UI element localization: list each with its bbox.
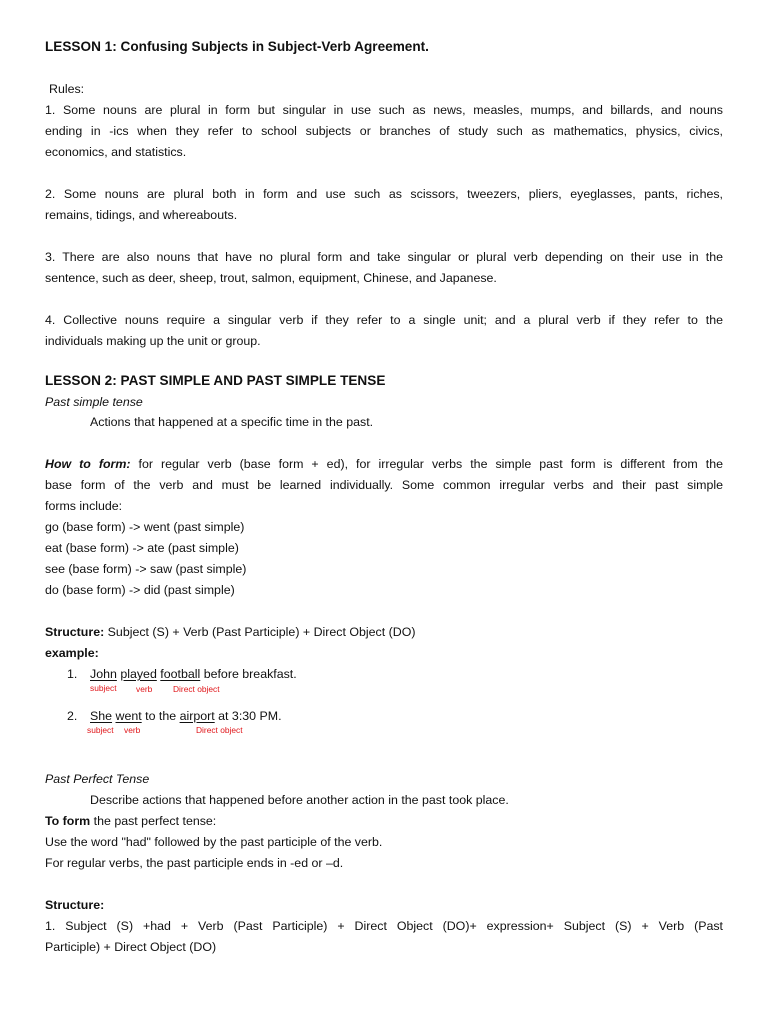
verb-item: do (base form) -> did (past simple) — [45, 583, 235, 597]
rule1-line1: 1. Some nouns are plural in form but singular in use such as news, measles, mumps, and billards, and nouns — [45, 103, 723, 117]
example-label: example: — [45, 646, 99, 660]
example-1-verb-annotation: verb — [136, 684, 153, 694]
rule4-line2: individuals making up the unit or group. — [45, 334, 261, 348]
rules-label: Rules: — [49, 82, 85, 96]
rule2-line1: 2. Some nouns are plural both in form and use such as scissors, tweezers, pliers, eyeglasses, pants, riches, — [45, 187, 723, 201]
example-2-object-annotation: Direct object — [196, 725, 243, 735]
example-1-sentence: John played football before breakfast. — [90, 667, 297, 681]
rule2-line2: remains, tidings, and whereabouts. — [45, 208, 238, 222]
past-perfect-line1: Use the word "had" followed by the past participle of the verb. — [45, 835, 383, 849]
past-simple-definition: Actions that happened at a specific time in the past. — [90, 415, 374, 429]
past-perfect-definition: Describe actions that happened before another action in the past took place. — [90, 793, 509, 807]
how-to-form-line3: forms include: — [45, 499, 123, 513]
verb-item: see (base form) -> saw (past simple) — [45, 562, 247, 576]
to-form-line: To form the past perfect tense: — [45, 814, 217, 828]
example-1-subject-annotation: subject — [90, 683, 117, 693]
example-2-sentence: She went to the airport at 3:30 PM. — [90, 709, 282, 723]
example-1-object: football — [160, 667, 201, 681]
example-1-object-annotation: Direct object — [173, 684, 220, 694]
how-to-form-label: How to form: — [45, 457, 131, 471]
to-form-label: To form — [45, 814, 91, 828]
past-perfect-subtitle: Past Perfect Tense — [45, 772, 150, 786]
example-1-number: 1. — [67, 667, 78, 681]
structure-line: Structure: Subject (S) + Verb (Past Participle) + Direct Object (DO) — [45, 625, 416, 639]
example-1-verb: played — [120, 667, 157, 681]
example-2-subject-annotation: subject — [87, 725, 114, 735]
past-perfect-structure-line2: Participle) + Direct Object (DO) — [45, 940, 217, 954]
rule1-line2: ending in -ics when they refer to school subjects or branches of study such as mathematics, physics, civics, — [45, 124, 723, 138]
rule3-line1: 3. There are also nouns that have no plural form and take singular or plural verb depending on their use in the — [45, 250, 723, 264]
structure-label: Structure: — [45, 625, 105, 639]
past-simple-subtitle: Past simple tense — [45, 395, 143, 409]
example-2-verb-annotation: verb — [124, 725, 141, 735]
example-2-number: 2. — [67, 709, 78, 723]
example-1-subject: John — [90, 667, 117, 681]
lesson2-title: LESSON 2: PAST SIMPLE AND PAST SIMPLE TENSE — [45, 373, 386, 388]
rule3-line2: sentence, such as deer, sheep, trout, salmon, equipment, Chinese, and Japanese. — [45, 271, 497, 285]
example-2-object: airport — [179, 709, 215, 723]
verb-item: go (base form) -> went (past simple) — [45, 520, 245, 534]
how-to-form-line1: How to form: for regular verb (base form + ed), for irregular verbs the simple past form is different from the — [45, 457, 723, 471]
rule1-line3: economics, and statistics. — [45, 145, 187, 159]
rule4-line1: 4. Collective nouns require a singular verb if they refer to a single unit; and a plural verb if they refer to the — [45, 313, 723, 327]
lesson1-title: LESSON 1: Confusing Subjects in Subject-Verb Agreement. — [45, 39, 429, 54]
past-perfect-line2: For regular verbs, the past participle ends in -ed or –d. — [45, 856, 344, 870]
example-2-verb: went — [115, 709, 142, 723]
past-perfect-structure-label: Structure: — [45, 898, 105, 912]
example-2-subject: She — [90, 709, 113, 723]
verb-item: eat (base form) -> ate (past simple) — [45, 541, 239, 555]
past-perfect-structure-line1: 1. Subject (S) +had + Verb (Past Participle) + Direct Object (DO)+ expression+ Subject (S) + Verb (Past — [45, 919, 723, 933]
how-to-form-line2: base form of the verb and must be learned individually. Some common irregular verbs and their past simple — [45, 478, 723, 492]
